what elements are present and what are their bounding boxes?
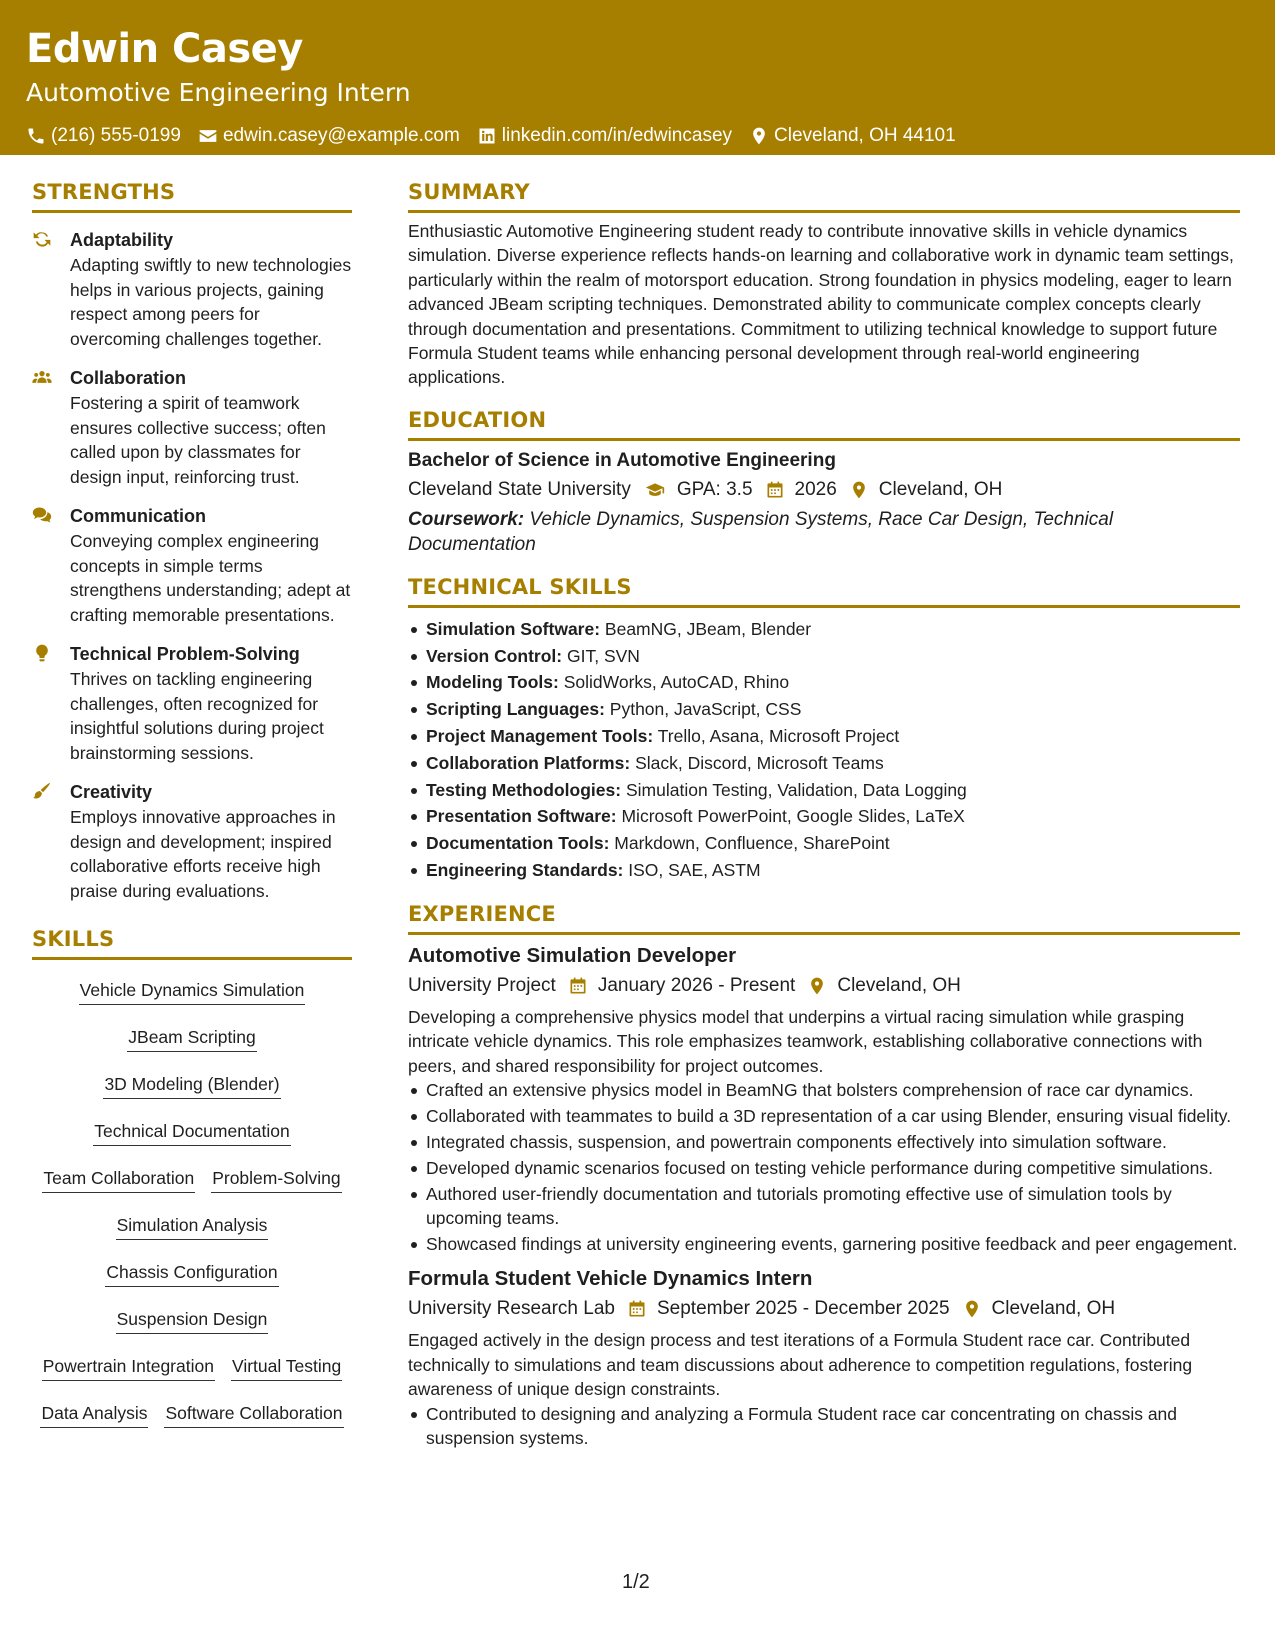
map-marker-icon	[962, 1299, 982, 1319]
strength-item	[32, 503, 352, 627]
strength-desc: Fostering a spirit of teamwork ensures collective success; often called upon by classmates for design input, reinforcing trust.	[70, 393, 326, 487]
education-meta	[408, 475, 1240, 505]
calendar-icon	[568, 976, 588, 996]
contact-bar	[26, 124, 1249, 148]
left-column	[32, 178, 352, 1444]
job-dates: September 2025 - December 2025	[627, 1294, 950, 1324]
technical-skills-heading: TECHNICAL SKILLS	[408, 573, 1240, 608]
coursework	[408, 507, 1240, 557]
candidate-name: Edwin Casey	[26, 26, 303, 72]
email-text: edwin.casey@example.com	[222, 125, 460, 146]
list-item: Version Control: GIT, SVN	[408, 643, 1240, 670]
strength-title: Collaboration	[70, 368, 186, 388]
job-meta	[408, 971, 1240, 1001]
contact-location	[749, 124, 956, 148]
strength-desc: Conveying complex engineering concepts in simple terms strengthens understanding; adept at crafting memorable presentations.	[70, 531, 351, 625]
calendar-icon	[627, 1299, 647, 1319]
list-item: Collaborated with teammates to build a 3D representation of a car using Blender, ensuring visual fidelity.	[408, 1104, 1240, 1128]
degree-title: Bachelor of Science in Automotive Engineering	[408, 449, 836, 471]
strength-title: Creativity	[70, 782, 153, 802]
comments-icon	[32, 505, 52, 525]
graduation-cap-icon	[643, 480, 667, 500]
list-item: Crafted an extensive physics model in BeamNG that bolsters comprehension of race car dynamics.	[408, 1078, 1240, 1102]
calendar-icon	[765, 480, 785, 500]
list-item: Contributed to designing and analyzing a Formula Student race car concentrating on chassis and suspension systems.	[408, 1402, 1240, 1451]
job-location: Cleveland, OH	[962, 1294, 1116, 1324]
skills-heading: SKILLS	[32, 925, 352, 960]
skill-tag: Team Collaboration	[42, 1166, 195, 1193]
coursework-list: Vehicle Dynamics, Suspension Systems, Race Car Design, Technical Documentation	[408, 508, 1114, 555]
phone-icon	[26, 126, 46, 146]
list-item: Authored user-friendly documentation and tutorials promoting effective use of simulation tools by upcoming teams.	[408, 1182, 1240, 1231]
summary-text: Enthusiastic Automotive Engineering student ready to contribute innovative skills in vehicle dynamics simulation. Diverse experience reflects hands-on learning and collaborative work in dynamic team settings, particularly within the realm of motorsport education. Strong foundation in physics modeling, eager to learn advanced JBeam scripting techniques. Demonstrated ability to communicate complex concepts clearly through documentation and presentations. Commitment to utilizing technical knowledge to support future Formula Student teams while enhancing personal development through real-world engineering applications.	[408, 221, 1234, 388]
list-item: Scripting Languages: Python, JavaScript, CSS	[408, 696, 1240, 723]
strength-item	[32, 365, 352, 489]
candidate-role: Automotive Engineering Intern	[26, 78, 411, 107]
strength-title: Adaptability	[70, 230, 174, 250]
strength-item	[32, 641, 352, 765]
right-column	[408, 178, 1240, 1452]
skill-tag: Problem-Solving	[211, 1166, 341, 1193]
gpa: GPA: 3.5	[643, 475, 753, 505]
list-item: Documentation Tools: Markdown, Confluence, SharePoint	[408, 830, 1240, 857]
users-icon	[32, 367, 52, 387]
graduation-year: 2026	[765, 475, 837, 505]
job-title: Automotive Simulation Developer	[408, 943, 737, 967]
skill-tag: Chassis Configuration	[105, 1260, 278, 1287]
job-org: University Project	[408, 974, 556, 996]
skill-tag: Vehicle Dynamics Simulation	[79, 978, 306, 1005]
experience-heading: EXPERIENCE	[408, 900, 1240, 935]
envelope-icon	[198, 126, 218, 146]
job-location: Cleveland, OH	[807, 971, 961, 1001]
contact-email[interactable]	[198, 124, 460, 148]
skill-tag: 3D Modeling (Blender)	[103, 1072, 280, 1099]
contact-phone[interactable]	[26, 124, 181, 148]
skill-tag: Simulation Analysis	[116, 1213, 269, 1240]
job-meta	[408, 1294, 1240, 1324]
job-org: University Research Lab	[408, 1298, 615, 1320]
strength-item	[32, 227, 352, 351]
summary-heading: SUMMARY	[408, 178, 1240, 213]
paintbrush-icon	[32, 781, 52, 801]
skill-tag: Technical Documentation	[93, 1119, 291, 1146]
technical-skills-list	[408, 616, 1240, 884]
strength-desc: Adapting swiftly to new technologies helps in various projects, gaining respect among peers for overcoming challenges together.	[70, 255, 352, 349]
contact-linkedin[interactable]	[477, 124, 732, 148]
list-item: Presentation Software: Microsoft PowerPoint, Google Slides, LaTeX	[408, 803, 1240, 830]
education-heading: EDUCATION	[408, 406, 1240, 441]
skill-tag: Suspension Design	[116, 1307, 269, 1334]
skill-tag: Software Collaboration	[164, 1401, 343, 1428]
linkedin-text: linkedin.com/in/edwincasey	[501, 125, 733, 146]
job-bullets	[408, 1078, 1240, 1256]
sync-icon	[32, 229, 52, 249]
skill-tag: Data Analysis	[40, 1401, 148, 1428]
strength-title: Communication	[70, 506, 207, 526]
education-location: Cleveland, OH	[849, 475, 1003, 505]
job-entry	[408, 1264, 1240, 1450]
map-marker-icon	[807, 976, 827, 996]
page-number: 1/2	[622, 1571, 650, 1593]
list-item: Engineering Standards: ISO, SAE, ASTM	[408, 857, 1240, 884]
strength-item	[32, 779, 352, 903]
job-description: Engaged actively in the design process and test iterations of a Formula Student race car. Contributed technically to simulations and team discussions about adherence to competition regulations, fostering awareness of unique design constraints.	[408, 1330, 1193, 1400]
job-bullets	[408, 1402, 1240, 1451]
map-marker-icon	[749, 126, 769, 146]
job-dates: January 2026 - Present	[568, 971, 796, 1001]
strength-desc: Thrives on tackling engineering challenges, often recognized for insightful solutions during project brainstorming sessions.	[70, 669, 324, 763]
list-item: Testing Methodologies: Simulation Testing, Validation, Data Logging	[408, 777, 1240, 804]
list-item: Modeling Tools: SolidWorks, AutoCAD, Rhino	[408, 669, 1240, 696]
skills-list	[32, 974, 352, 1444]
school-name: Cleveland State University	[408, 478, 631, 500]
job-description: Developing a comprehensive physics model that underpins a virtual racing simulation while grasping intricate vehicle dynamics. This role emphasizes teamwork, establishing collaborative connections with peers, and shared responsibility for project outcomes.	[408, 1006, 1203, 1076]
strength-title: Technical Problem-Solving	[70, 644, 300, 664]
job-entry	[408, 941, 1240, 1257]
linkedin-icon	[477, 126, 497, 146]
list-item: Collaboration Platforms: Slack, Discord, Microsoft Teams	[408, 750, 1240, 777]
skill-tag: Virtual Testing	[231, 1354, 342, 1381]
map-marker-icon	[849, 480, 869, 500]
phone-text: (216) 555-0199	[51, 125, 181, 146]
job-title: Formula Student Vehicle Dynamics Intern	[408, 1267, 813, 1291]
list-item: Developed dynamic scenarios focused on testing vehicle performance during competitive simulations.	[408, 1156, 1240, 1180]
lightbulb-icon	[32, 643, 52, 663]
skill-tag: JBeam Scripting	[127, 1025, 256, 1052]
skill-tag: Powertrain Integration	[42, 1354, 215, 1381]
list-item: Integrated chassis, suspension, and powertrain components effectively into simulation software.	[408, 1130, 1240, 1154]
list-item: Simulation Software: BeamNG, JBeam, Blender	[408, 616, 1240, 643]
strengths-heading: STRENGTHS	[32, 178, 352, 213]
resume-header	[0, 0, 1275, 155]
coursework-label: Coursework:	[408, 508, 525, 530]
strength-desc: Employs innovative approaches in design and development; inspired collaborative efforts receive high praise during evaluations.	[70, 807, 336, 901]
location-text: Cleveland, OH 44101	[774, 125, 956, 146]
list-item: Project Management Tools: Trello, Asana, Microsoft Project	[408, 723, 1240, 750]
list-item: Showcased findings at university engineering events, garnering positive feedback and peer engagement.	[408, 1232, 1240, 1256]
